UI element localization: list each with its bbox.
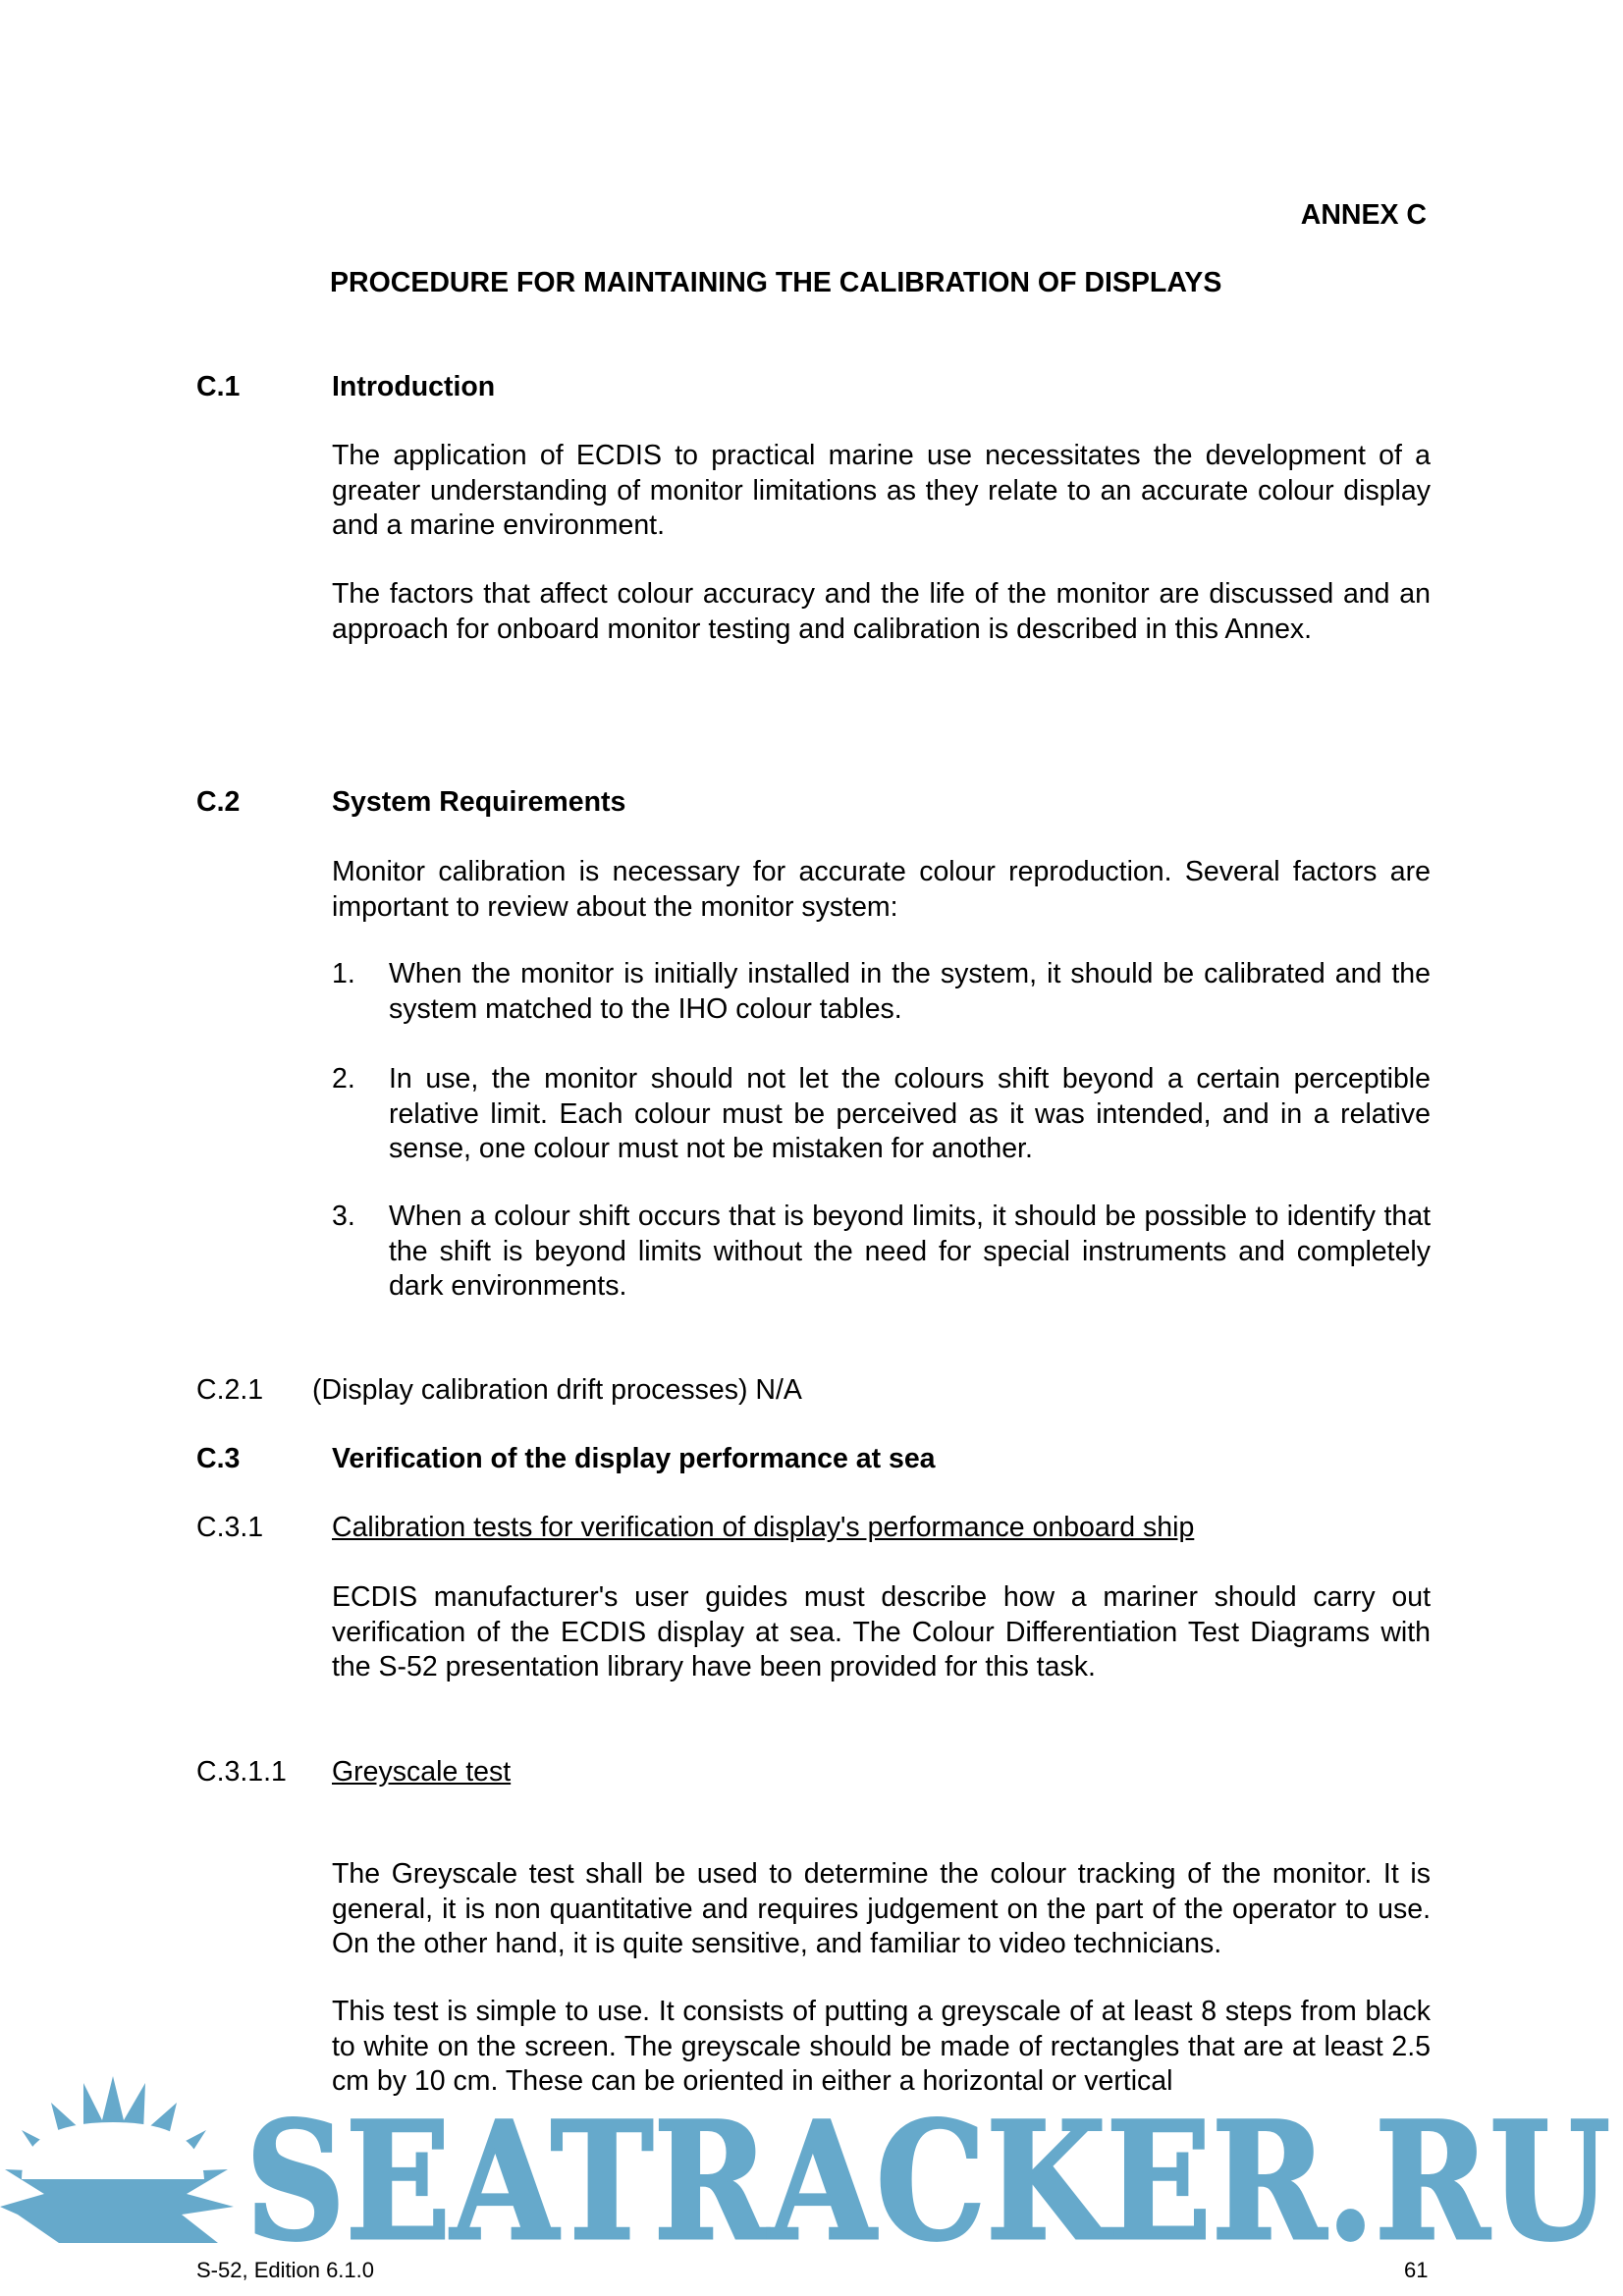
watermark-text: SEATRACKER.RU [245, 2086, 1610, 2248]
section-heading: Verification of the display performance at sea [332, 1443, 936, 1474]
section-number: C.3.1 [196, 1512, 264, 1543]
section-heading: Introduction [332, 371, 496, 402]
paragraph: This test is simple to use. It consists of putting a greyscale of at least 8 steps from black to white on the screen. The greyscale should be made of rectangles that are at least 2.5 cm by 10 cm. These can be oriented in either a horizontal or vertical [332, 1996, 1431, 2097]
section-number: C.2.1 [196, 1374, 264, 1406]
list-text: In use, the monitor should not let the colours shift beyond a certain perceptible relative limit. Each colour must be perceived as it was intended, and in a relative sense, one colour must not be mistaken for another. [389, 1063, 1431, 1164]
paragraph: The factors that affect colour accuracy and the life of the monitor are discussed and an approach for onboard monitor testing and calibration is described in this Annex. [332, 578, 1431, 645]
list-item [332, 1200, 1431, 1305]
page-number: 61 [1404, 2258, 1429, 2282]
list-text: When a colour shift occurs that is beyond limits, it should be possible to identify that the shift is beyond limits without the need for special instruments and completely dark environments. [389, 1201, 1431, 1302]
paragraph: The application of ECDIS to practical marine use necessitates the development of a greater understanding of monitor limitations as they relate to an accurate colour display and a marine environment. [332, 440, 1431, 541]
sun-icon [0, 2076, 234, 2243]
section-number: C.2 [196, 786, 241, 818]
list-item [332, 1062, 1431, 1167]
section-heading: Calibration tests for verification of display's performance onboard ship [332, 1512, 1195, 1543]
section-number: C.1 [196, 371, 241, 402]
list-number: 2. [332, 1063, 355, 1095]
list-number: 3. [332, 1201, 355, 1232]
annex-label: ANNEX C [1300, 199, 1427, 231]
section-number: C.3 [196, 1443, 241, 1474]
section-heading: System Requirements [332, 786, 626, 818]
section-text: (Display calibration drift processes) N/A [312, 1374, 802, 1406]
paragraph: ECDIS manufacturer's user guides must describe how a mariner should carry out verification of the ECDIS display at sea. The Colour Differentiation Test Diagrams with the S-52 presentation library have been provided for this task. [332, 1581, 1431, 1682]
section-heading: Greyscale test [332, 1756, 512, 1788]
list-text: When the monitor is initially installed in the system, it should be calibrated and the system matched to the IHO colour tables. [389, 958, 1431, 1025]
page-title: PROCEDURE FOR MAINTAINING THE CALIBRATION OF DISPLAYS [330, 267, 1222, 298]
section-number: C.3.1.1 [196, 1756, 287, 1788]
footer-edition: S-52, Edition 6.1.0 [196, 2258, 375, 2282]
paragraph: Monitor calibration is necessary for accurate colour reproduction. Several factors are important to review about the monitor system: [332, 856, 1431, 923]
paragraph: The Greyscale test shall be used to determine the colour tracking of the monitor. It is general, it is non quantitative and requires judgement on the part of the operator to use. On the other hand, it is quite sensitive, and familiar to video technicians. [332, 1858, 1431, 1959]
watermark-logo [0, 2071, 1623, 2248]
list-item [332, 957, 1431, 1027]
list-number: 1. [332, 958, 355, 989]
